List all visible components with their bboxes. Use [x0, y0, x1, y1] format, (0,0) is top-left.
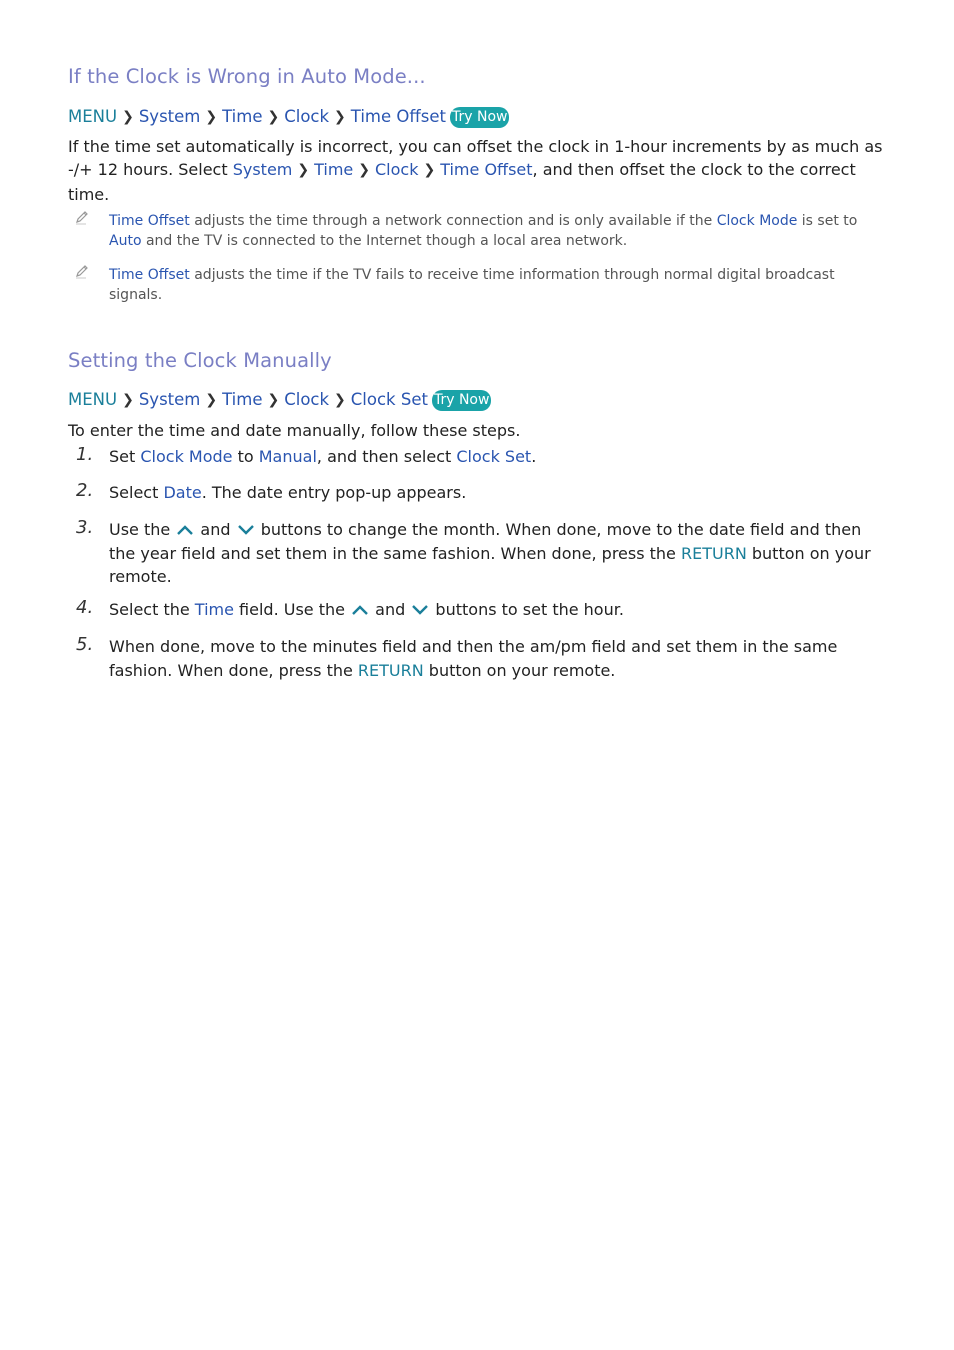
chevron-right-icon: ❯ — [423, 162, 436, 178]
keyword: Clock Mode — [140, 447, 233, 466]
menu-path-item: Time — [222, 107, 263, 126]
chevron-right-icon: ❯ — [122, 392, 134, 408]
menu-path-item: Time — [222, 390, 263, 409]
keyword: RETURN — [357, 660, 424, 680]
keyword: Time — [194, 600, 234, 619]
chevron-right-icon: ❯ — [267, 392, 280, 408]
step-text: When done, move to the minutes field and then the am/pm field and set them in the same fashion. When done, press the RETURN button on your remote. — [109, 637, 838, 680]
step-number: 1. — [76, 444, 94, 465]
chevron-right-icon: ❯ — [267, 109, 280, 125]
step-text: Select the Time field. Use the and buttons to set the hour. — [109, 600, 624, 619]
keyword: Time Offset — [109, 267, 190, 283]
menu-path-item: Clock — [284, 390, 330, 409]
step-text: Select Date. The date entry pop-up appears. — [109, 483, 467, 502]
keyword: Manual — [258, 447, 317, 466]
menu-path-item: Clock — [284, 107, 330, 126]
keyword: RETURN — [680, 543, 747, 563]
keyword: Time Offset — [440, 160, 533, 179]
menu-path-item: MENU — [68, 390, 118, 409]
note-text: adjusts the time if the TV fails to receive time information through normal digital broadcast signals. — [109, 267, 835, 303]
note-text: adjusts the time through a network connection and is only available if the — [189, 213, 717, 229]
try-now-button[interactable]: Try Now — [450, 107, 509, 128]
note-time-offset-network — [109, 211, 884, 251]
keyword: Clock — [375, 160, 419, 179]
menu-path-clock-set — [68, 390, 491, 411]
menu-path-item: Clock Set — [350, 390, 428, 409]
chevron-right-icon: ❯ — [334, 109, 346, 125]
chevron-up-icon — [350, 603, 370, 617]
step-number: 5. — [76, 634, 94, 655]
keyword: Time Offset — [109, 213, 190, 229]
step-number: 4. — [76, 597, 94, 618]
menu-path-item: Time Offset — [350, 107, 446, 126]
chevron-right-icon: ❯ — [334, 392, 346, 408]
intro-paragraph: To enter the time and date manually, follow these steps. — [68, 421, 521, 440]
note-text: and the TV is connected to the Internet though a local area network. — [141, 233, 628, 249]
chevron-right-icon: ❯ — [297, 162, 310, 178]
keyword: Auto — [109, 233, 142, 249]
keyword: Time — [314, 160, 354, 179]
step-text: Set Clock Mode to Manual, and then select Clock Set. — [109, 447, 537, 466]
menu-path-time-offset — [68, 107, 509, 128]
section-title-auto-mode: If the Clock is Wrong in Auto Mode... — [68, 65, 426, 88]
chevron-right-icon: ❯ — [205, 109, 218, 125]
chevron-right-icon: ❯ — [358, 162, 370, 178]
pencil-icon — [74, 209, 90, 225]
chevron-right-icon: ❯ — [205, 392, 218, 408]
note-text: is set to — [797, 213, 858, 229]
keyword: Date — [163, 483, 202, 502]
keyword: System — [232, 160, 293, 179]
body-paragraph — [68, 135, 883, 206]
chevron-down-icon — [236, 523, 256, 537]
body-text: If the time set automatically is incorrect, you can offset the clock in 1-hour increments by as much as -/+ 12 hours. Select — [68, 137, 883, 179]
chevron-up-icon — [175, 523, 195, 537]
section-title-manual: Setting the Clock Manually — [68, 349, 332, 372]
step-number: 3. — [76, 517, 94, 538]
body-text: , and then offset the clock to the correct time. — [68, 160, 856, 204]
keyword: Clock Set — [456, 447, 532, 466]
chevron-right-icon: ❯ — [122, 109, 134, 125]
step-number: 2. — [76, 480, 94, 501]
pencil-icon — [74, 263, 90, 279]
menu-path-item: System — [138, 390, 201, 409]
note-time-offset-broadcast — [109, 265, 884, 305]
step-text: Use the and buttons to change the month. When done, move to the date field and then the year field and set them in the same fashion. When done, press the RETURN button on your remote. — [109, 520, 871, 586]
try-now-button[interactable]: Try Now — [432, 390, 491, 411]
chevron-down-icon — [410, 603, 430, 617]
menu-path-item: System — [138, 107, 201, 126]
menu-path-item: MENU — [68, 107, 118, 126]
keyword: Clock Mode — [716, 213, 798, 229]
